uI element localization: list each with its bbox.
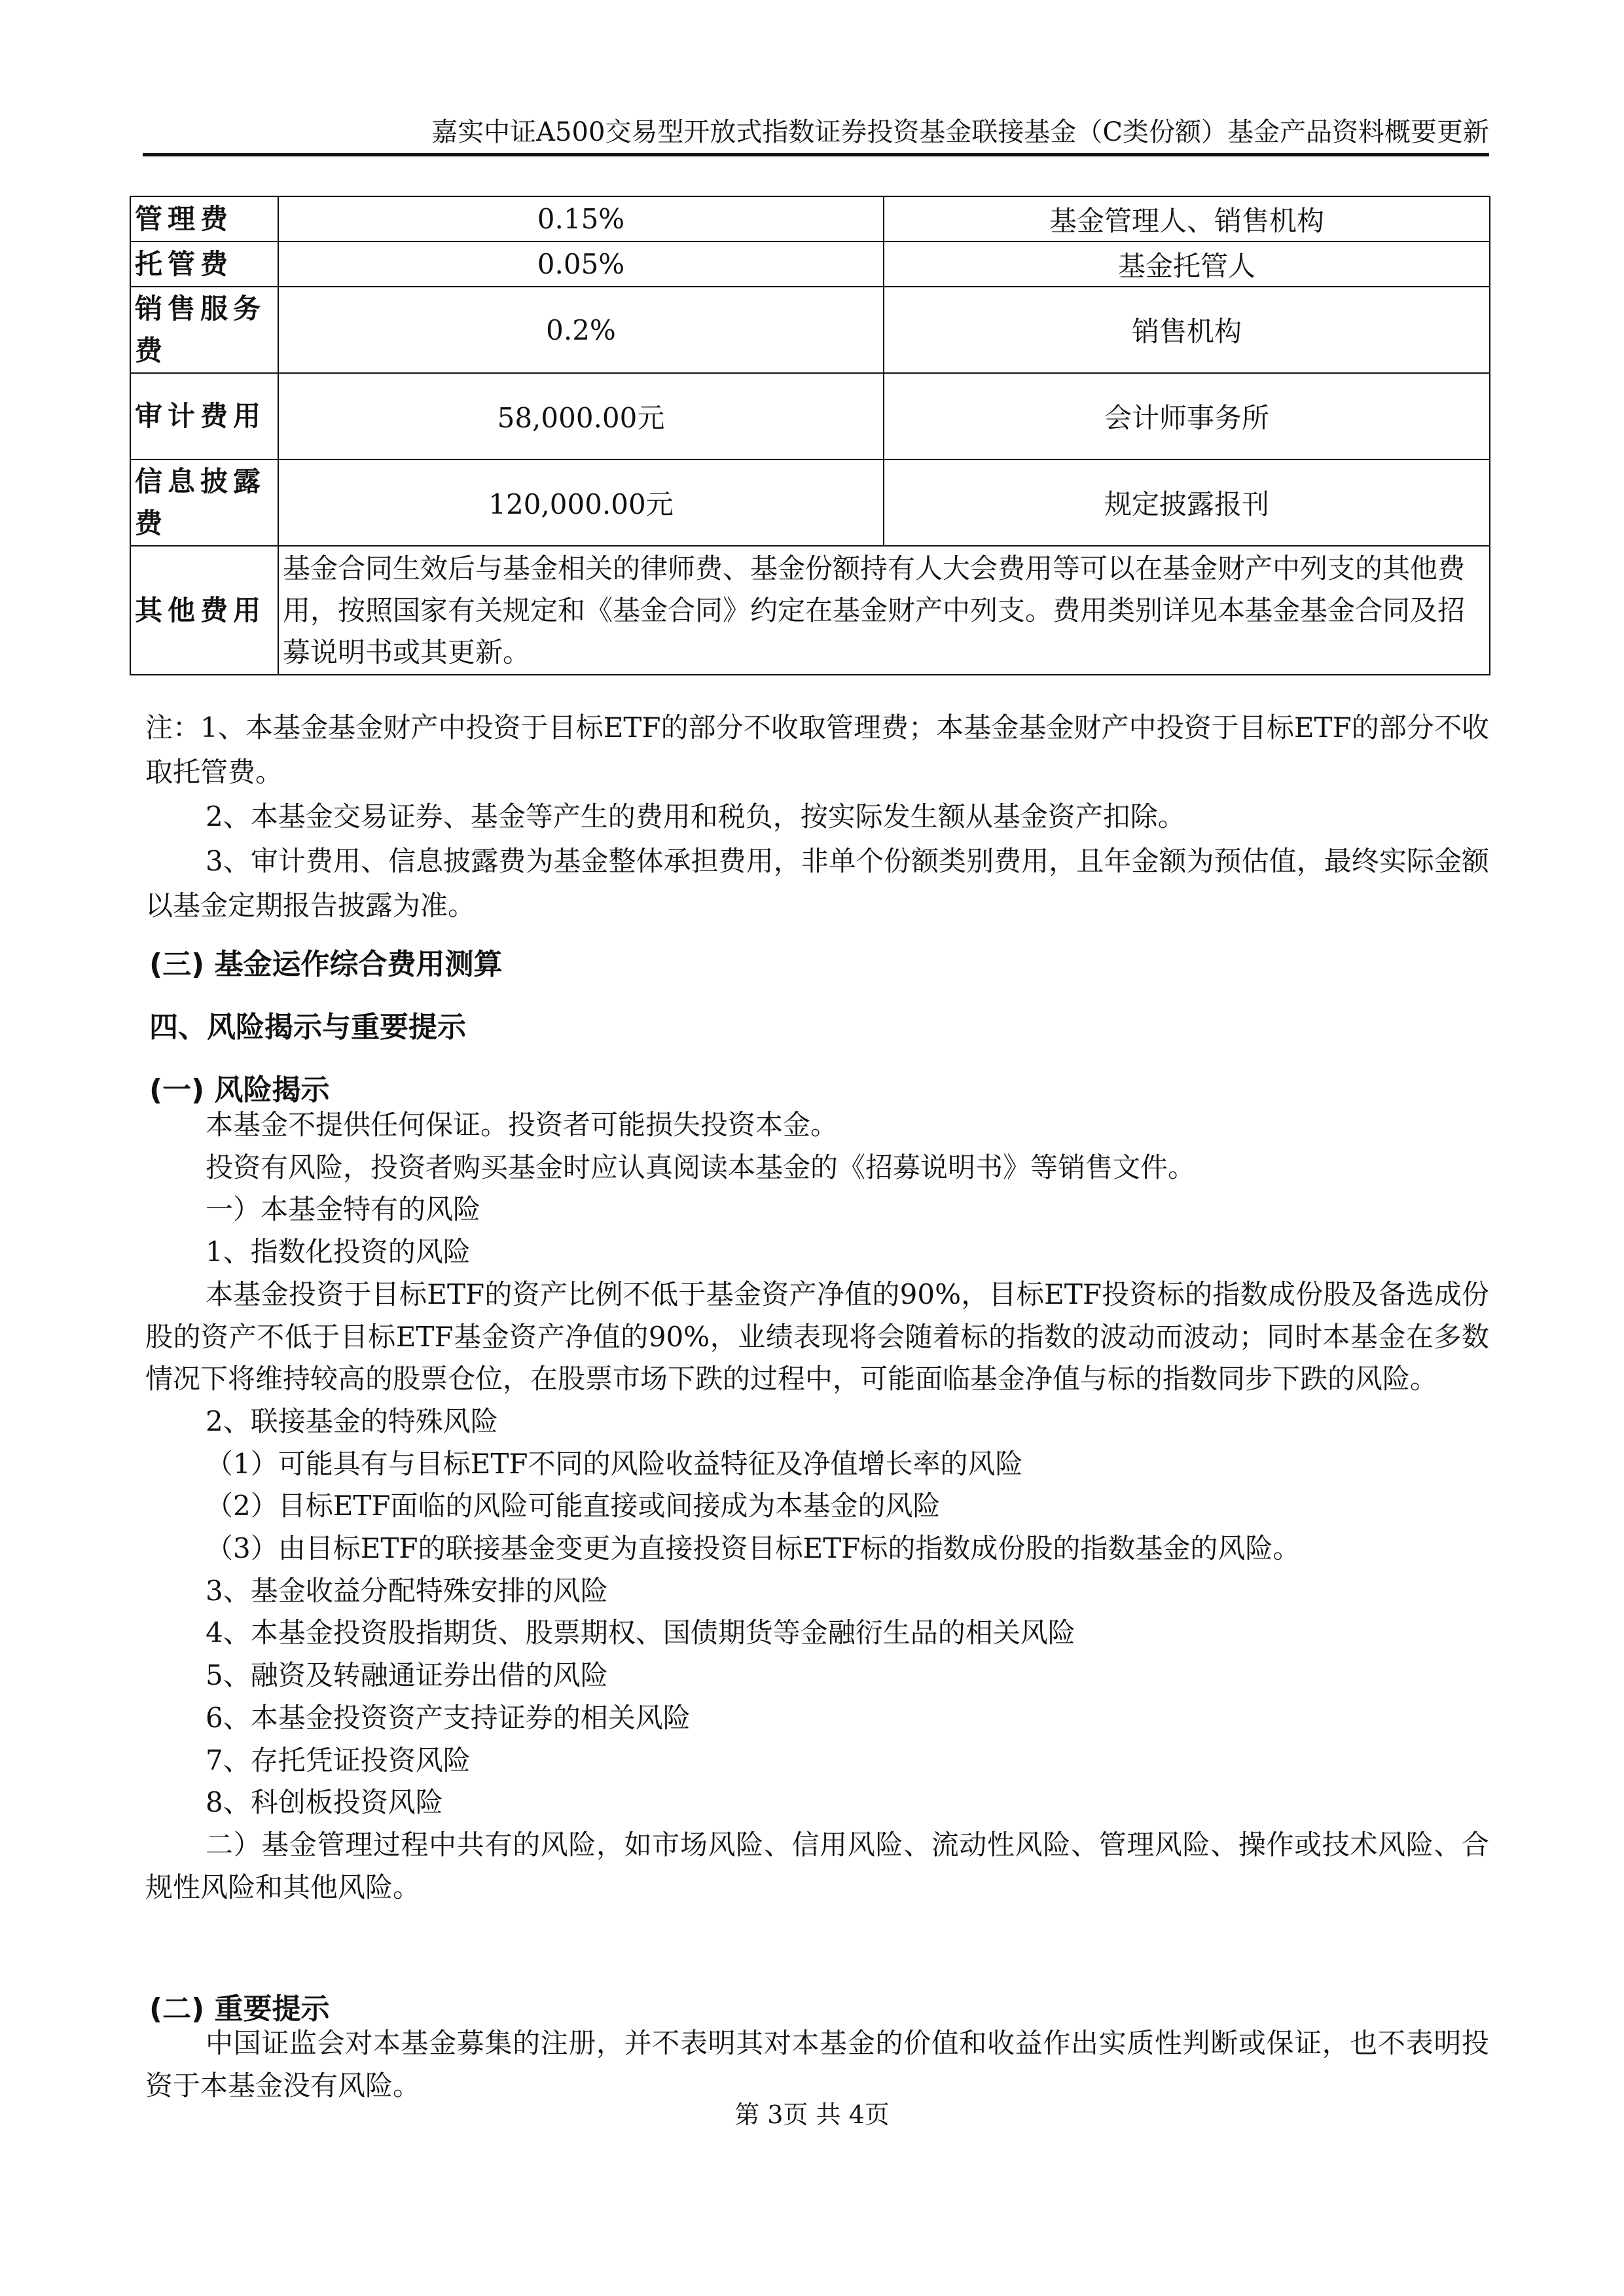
fee-notes [145, 706, 1489, 928]
table-row [130, 196, 1490, 242]
fee-recipient: 规定披露报刊 [884, 459, 1490, 546]
risk-paragraph: （3）由目标ETF的联接基金变更为直接投资目标ETF标的指数成份股的指数基金的风险。 [206, 1532, 1301, 1565]
risk-paragraph: 5、融资及转融通证券出借的风险 [206, 1659, 608, 1692]
risk-paragraph: 1、指数化投资的风险 [206, 1236, 471, 1268]
fee-rate: 0.05% [278, 242, 884, 287]
note-paragraph: 注：1、本基金基金财产中投资于目标ETF的部分不收取管理费；本基金基金财产中投资于目标ETF的部分不收取托管费。 [145, 711, 1489, 788]
risk-paragraph: 二）基金管理过程中共有的风险，如市场风险、信用风险、流动性风险、管理风险、操作或技术风险、合规性风险和其他风险。 [145, 1828, 1489, 1903]
section-heading-risk-and-tips: 四、风险揭示与重要提示 [149, 1011, 466, 1044]
table-row [130, 459, 1490, 546]
fee-label: 管理费 [130, 196, 278, 242]
section-heading-risk: (一) 风险揭示 [149, 1073, 330, 1107]
fee-label: 销售服务费 [130, 287, 278, 373]
risk-paragraph: 3、基金收益分配特殊安排的风险 [206, 1574, 608, 1607]
table-row [130, 242, 1490, 287]
risk-disclosure-body [145, 1104, 1489, 1909]
risk-paragraph: 2、联接基金的特殊风险 [206, 1405, 498, 1437]
risk-paragraph: 本基金投资于目标ETF的资产比例不低于基金资产净值的90%，目标ETF投资标的指数成份股及备选成份股的资产不低于目标ETF基金资产净值的90%，业绩表现将会随着标的指数的波动而波动；同时本基金在多数情况下将维持较高的股票仓位，在股票市场下跌的过程中，可能面临基金净值与标的指数同步下跌的风险。 [145, 1278, 1489, 1395]
fee-rate: 58,000.00元 [278, 373, 884, 459]
fee-rate: 120,000.00元 [278, 459, 884, 546]
fee-table [130, 196, 1490, 675]
important-paragraph: 中国证监会对本基金募集的注册，并不表明其对本基金的价值和收益作出实质性判断或保证，也不表明投资于本基金没有风险。 [145, 2027, 1489, 2102]
fee-recipient: 会计师事务所 [884, 373, 1490, 459]
fee-label: 审计费用 [130, 373, 278, 459]
risk-paragraph: （1）可能具有与目标ETF不同的风险收益特征及净值增长率的风险 [206, 1447, 1023, 1480]
table-row [130, 287, 1490, 373]
section-heading-important: (二) 重要提示 [149, 1992, 330, 2026]
risk-paragraph: 8、科创板投资风险 [206, 1786, 443, 1819]
risk-paragraph: 投资有风险，投资者购买基金时应认真阅读本基金的《招募说明书》等销售文件。 [206, 1151, 1196, 1183]
risk-paragraph: 本基金不提供任何保证。投资者可能损失投资本金。 [206, 1109, 839, 1141]
fee-label: 托管费 [130, 242, 278, 287]
fee-recipient: 基金管理人、销售机构 [884, 196, 1490, 242]
note-paragraph: 3、审计费用、信息披露费为基金整体承担费用，非单个份额类别费用，且年金额为预估值，最终实际金额以基金定期报告披露为准。 [145, 845, 1489, 922]
table-row [130, 546, 1490, 675]
fee-label: 其他费用 [130, 546, 278, 675]
other-fee-description: 基金合同生效后与基金相关的律师费、基金份额持有人大会费用等可以在基金财产中列支的其他费用，按照国家有关规定和《基金合同》约定在基金财产中列支。费用类别详见本基金基金合同及招募说明书或其更新。 [278, 546, 1490, 675]
fee-recipient: 基金托管人 [884, 242, 1490, 287]
page-header-title: 嘉实中证A500交易型开放式指数证券投资基金联接基金（C类份额）基金产品资料概要更新 [431, 117, 1489, 147]
page-number: 第 3页 共 4页 [734, 2100, 890, 2129]
table-row [130, 373, 1490, 459]
fee-rate: 0.15% [278, 196, 884, 242]
risk-paragraph: 一）本基金特有的风险 [206, 1193, 481, 1226]
note-paragraph: 2、本基金交易证券、基金等产生的费用和税负，按实际发生额从基金资产扣除。 [206, 800, 1185, 833]
fee-label: 信息披露费 [130, 459, 278, 546]
section-heading-calc: (三) 基金运作综合费用测算 [149, 948, 503, 981]
fee-rate: 0.2% [278, 287, 884, 373]
fee-recipient: 销售机构 [884, 287, 1490, 373]
header-divider [143, 153, 1489, 156]
risk-paragraph: （2）目标ETF面临的风险可能直接或间接成为本基金的风险 [206, 1490, 941, 1522]
risk-paragraph: 6、本基金投资资产支持证券的相关风险 [206, 1701, 691, 1734]
risk-paragraph: 7、存托凭证投资风险 [206, 1744, 471, 1776]
risk-paragraph: 4、本基金投资股指期货、股票期权、国债期货等金融衍生品的相关风险 [206, 1617, 1075, 1649]
